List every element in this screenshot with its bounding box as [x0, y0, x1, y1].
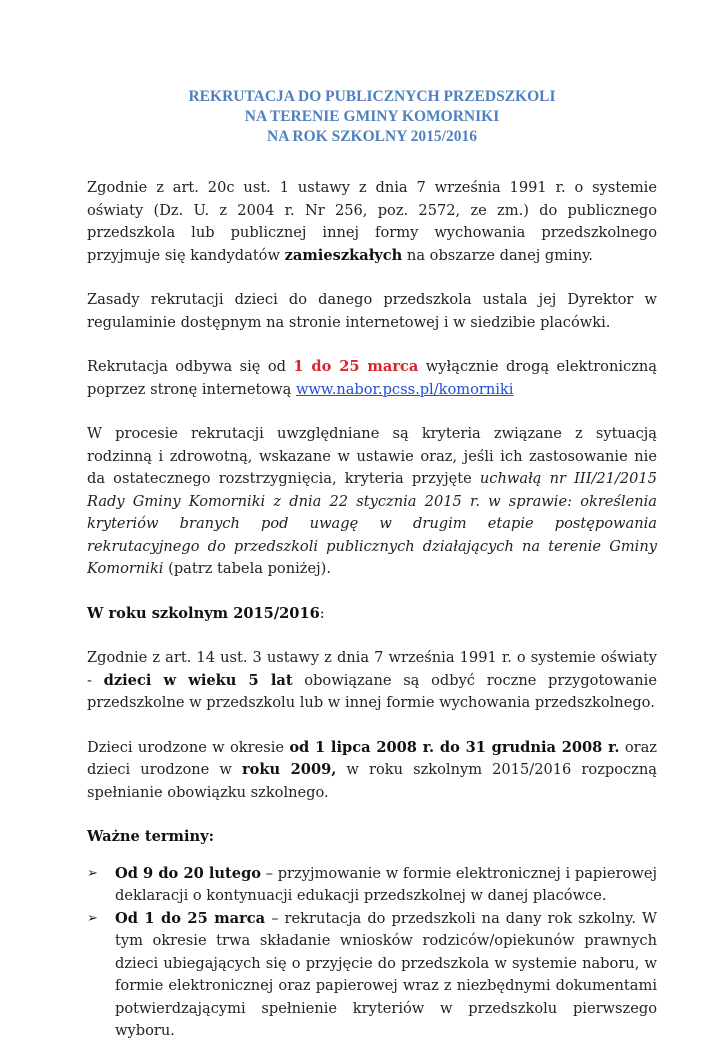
paragraph-legal-basis-bold: zamieszkałych — [284, 246, 403, 264]
criteria-text-end: (patrz tabela poniżej). — [163, 560, 331, 577]
recruitment-website-link[interactable]: www.nabor.pcss.pl/komorniki — [295, 380, 514, 398]
list-item — [87, 863, 657, 908]
list-item — [87, 908, 657, 1043]
title-line-3: NA ROK SZKOLNY 2015/2016 — [267, 128, 477, 145]
paragraph-legal-basis — [87, 177, 657, 267]
title-line-2: NA TERENIE GMINY KOMORNIKI — [244, 108, 500, 125]
term-description: – rekrutacja do przedszkoli na dany rok szkolny. W tym okresie trwa składanie wniosków rodziców/opiekunów prawnych dzieci ubiegających się o przyjęcie do przedszkola w systemie naboru, w formie elektronicznej oraz papierowej wraz z niezbędnymi dokumentami potwierdzającymi spełnienie kryteriów w przedszkolu pierwszego wyboru. — [115, 909, 658, 1039]
obligation-text-a: Dzieci urodzone w okresie — [87, 738, 290, 756]
obligation-text-b: oraz dzieci urodzone w — [87, 738, 657, 778]
term-description: – przyjmowanie w formie elektronicznej i papierowej deklaracji o kontynuacji edukacji przedszkolnej w danej placówce. — [115, 864, 657, 904]
criteria-resolution-italic: uchwałą nr III/21/2015 Rady Gminy Komorniki z dnia 22 stycznia 2015 r. w sprawie: określenia kryteriów branych pod uwagę w drugim etapie postępowania rekrutacyjnego do przedszkoli publicznych działających na terenie Gminy Komorniki — [87, 470, 658, 577]
obligation-text-c: w roku szkolnym 2015/2016 rozpoczną spełnianie obowiązku szkolnego. — [87, 761, 657, 801]
five-year-olds-text-end: obowiązane są odbyć roczne przygotowanie przedszkolne w przedszkolu lub w innej formie wychowania przedszkolnego. — [87, 671, 657, 711]
criteria-text-start: W procesie rekrutacji uwzględniane są kryteria związane z sytuacją rodzinną i zdrowotną, wskazane w ustawie oraz, jeśli ich zastosowanie nie da ostatecznego rozstrzygnięcia, kryteria przyjęte — [87, 425, 657, 487]
term-date: Od 9 do 20 lutego — [115, 864, 262, 882]
title-line-1: REKRUTACJA DO PUBLICZNYCH PRZEDSZKOLI — [188, 88, 556, 105]
important-dates-list — [87, 863, 657, 1043]
paragraph-recruitment-dates — [87, 356, 657, 401]
school-year-heading-colon: : — [319, 604, 325, 622]
arrow-bullet-icon: ➢ — [87, 865, 98, 881]
school-year-heading — [87, 603, 657, 626]
paragraph-school-obligation — [87, 737, 657, 805]
recruitment-text-start: Rekrutacja odbywa się od — [87, 358, 294, 375]
arrow-bullet-icon: ➢ — [87, 910, 98, 926]
important-dates-heading: Ważne terminy: — [87, 828, 215, 845]
document-title — [87, 87, 657, 147]
paragraph-five-year-olds — [87, 647, 657, 715]
obligation-year: roku 2009, — [241, 761, 337, 778]
recruitment-date-highlight: 1 do 25 marca — [293, 358, 419, 375]
five-year-olds-text-start: Zgodnie z art. 14 ust. 3 ustawy z dnia 7 września 1991 r. o systemie oświaty - — [87, 649, 657, 689]
obligation-date-range: od 1 lipca 2008 r. do 31 grudnia 2008 r. — [289, 738, 620, 756]
paragraph-legal-basis-end: na obszarze danej gminy. — [402, 246, 594, 264]
paragraph-criteria — [87, 423, 657, 581]
five-year-olds-bold: dzieci w wieku 5 lat — [103, 671, 293, 689]
recruitment-text-mid: wyłącznie drogą elektroniczną poprzez stronę internetową — [87, 358, 657, 398]
term-date: Od 1 do 25 marca — [115, 909, 266, 927]
paragraph-rules: Zasady rekrutacji dzieci do danego przedszkola ustala jej Dyrektor w regulaminie dostępnym na stronie internetowej i w siedzibie placówki. — [87, 291, 657, 331]
school-year-heading-bold: W roku szkolnym 2015/2016 — [87, 604, 320, 622]
paragraph-legal-basis-text: Zgodnie z art. 20c ust. 1 ustawy z dnia 7 września 1991 r. o systemie oświaty (Dz. U. z 2004 r. Nr 256, poz. 2572, ze zm.) do publicznego przedszkola lub publicznej innej formy wychowania przedszkolnego przyjmuje się kandydatów — [87, 179, 657, 264]
document-page — [87, 87, 657, 1043]
